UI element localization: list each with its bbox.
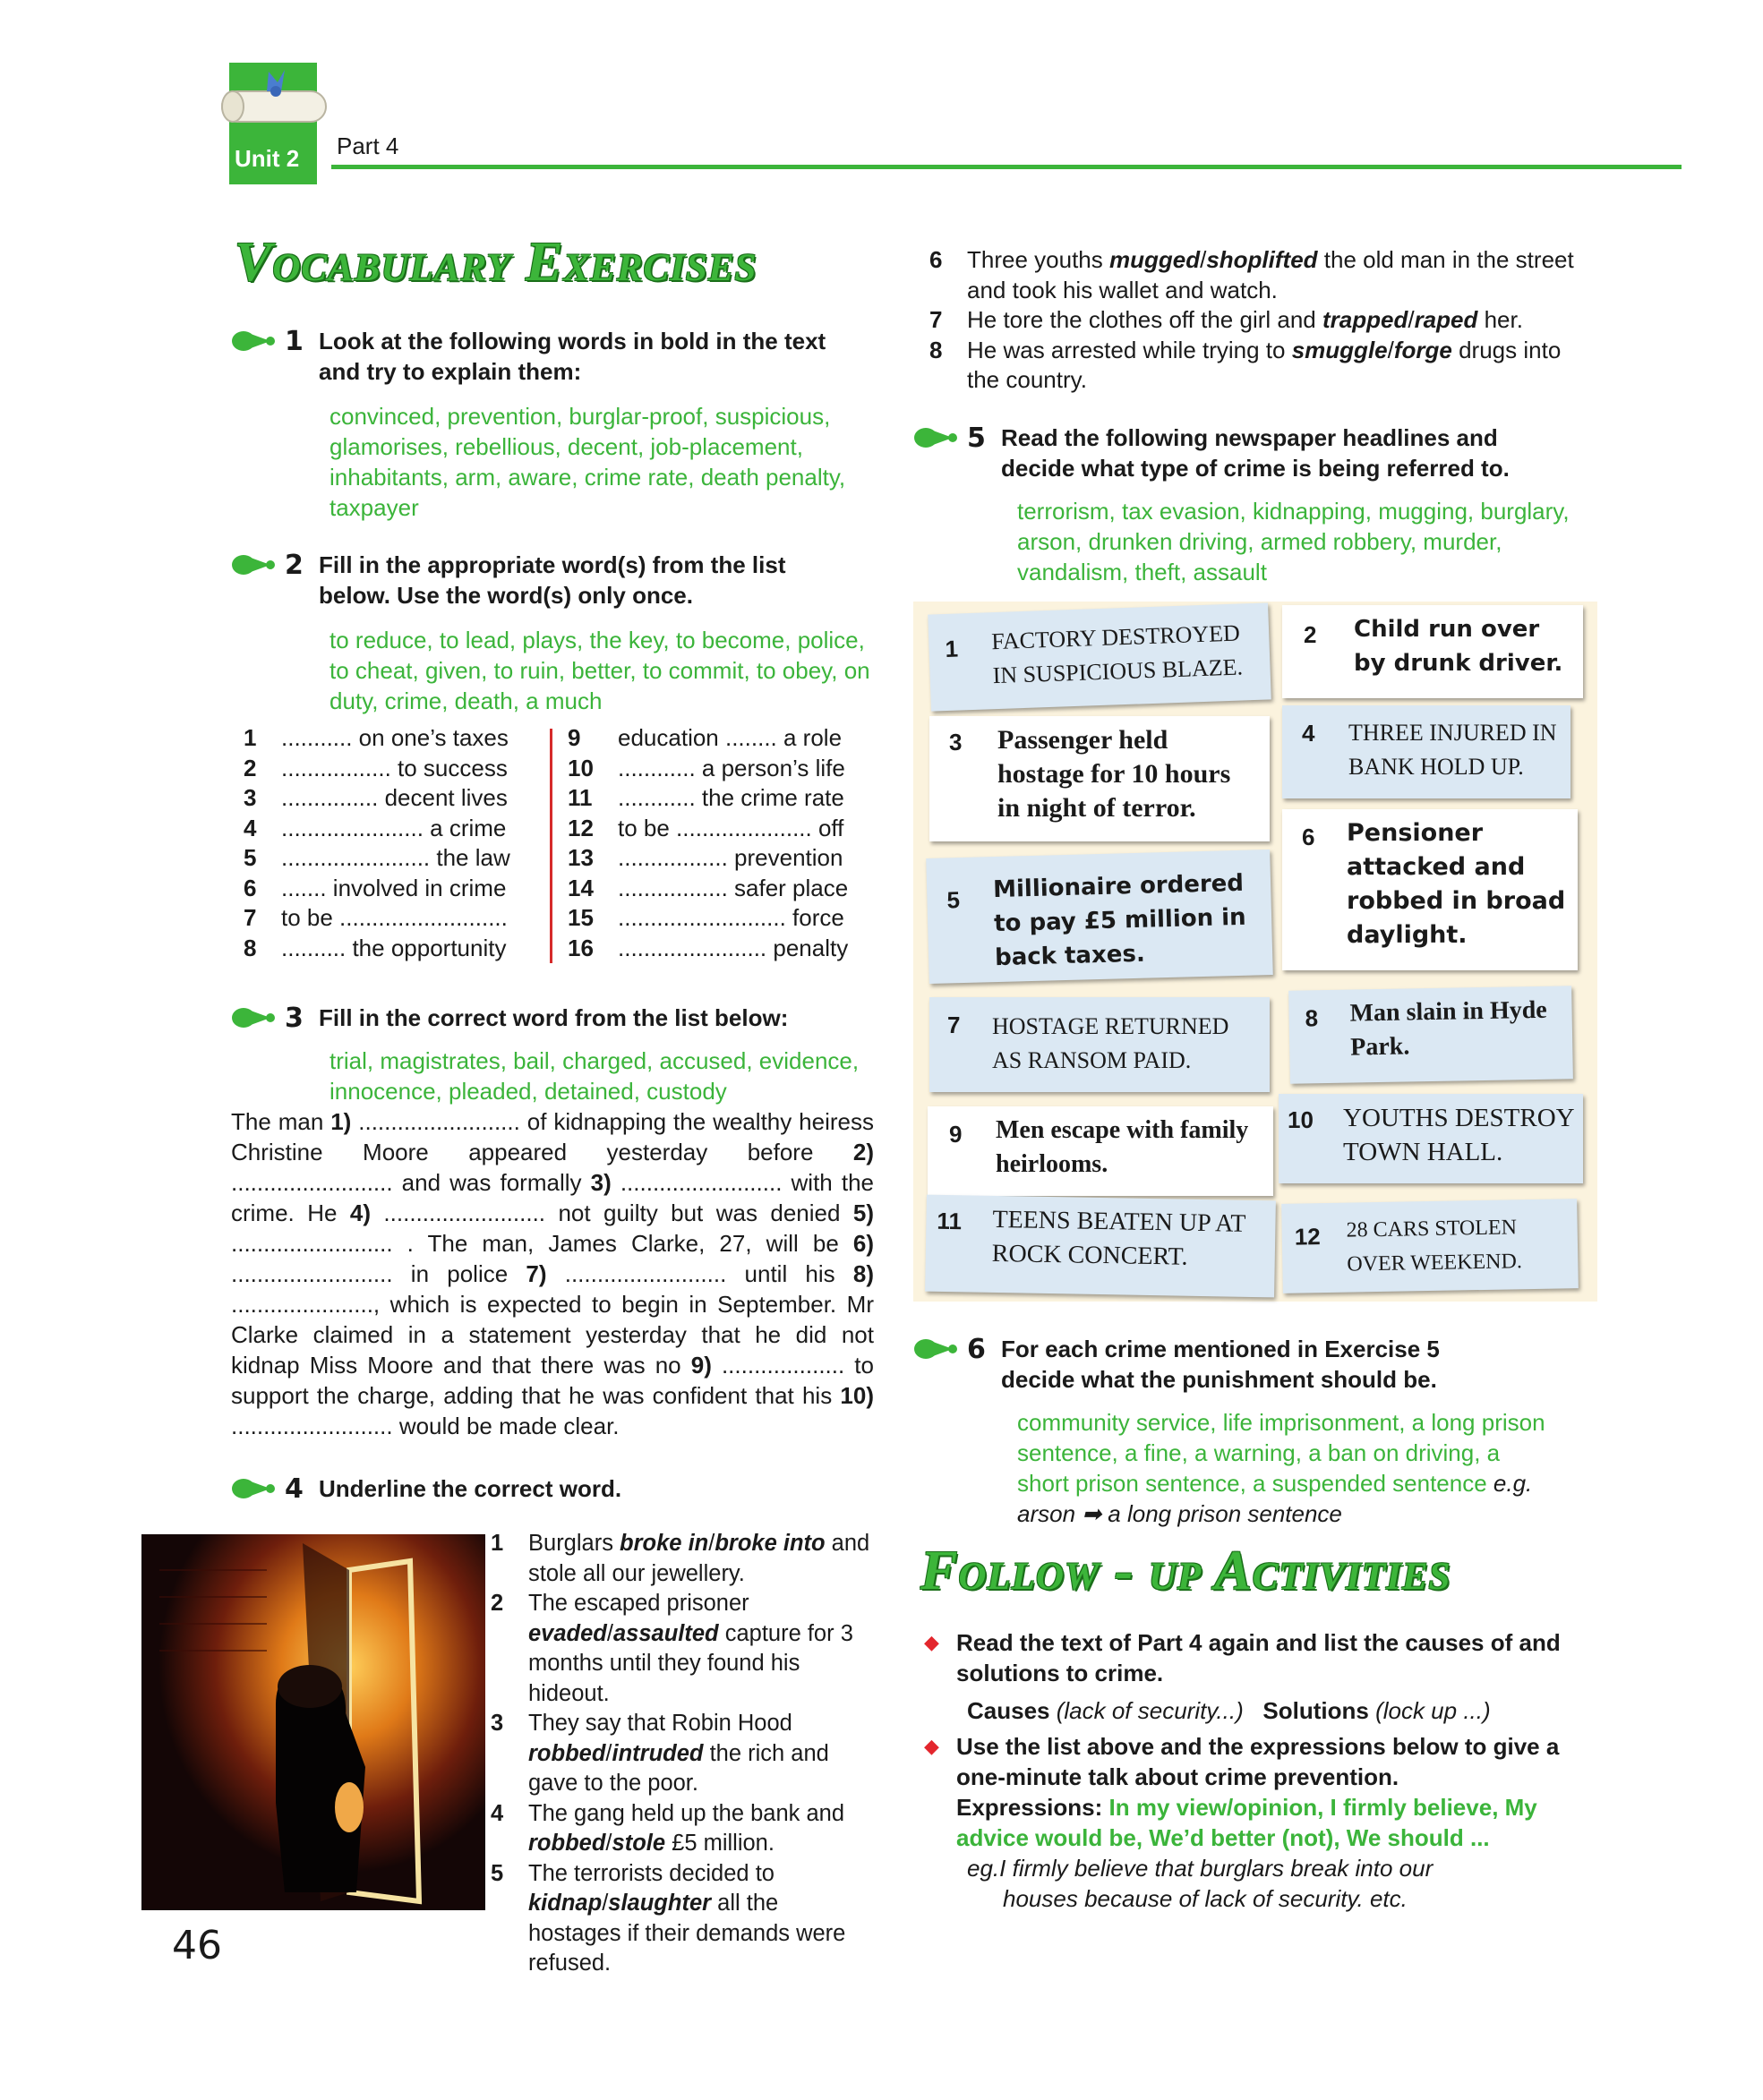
- arrow-icon: [231, 329, 276, 354]
- punishment-list: community service, life imprisonment, a long prison sentence, a fine, a warning, a ban on driving, a short prison sentence, a suspended sentence e.g. arson ➡ a long prison sentence: [1017, 1409, 1545, 1527]
- exercise-2-header: [231, 550, 876, 610]
- word-list: terrorism, tax evasion, kidnapping, mugging, burglary, arson, drunken driving, armed robbery, murder, vandalism, theft, assault: [1017, 498, 1570, 585]
- underline-list: [491, 1529, 876, 1979]
- exercise-3-header: [231, 1003, 876, 1034]
- list-item: 7 He tore the clothes off the girl and trapped/raped her.: [929, 306, 1523, 333]
- headline-10: 10 YOUTHS DESTROY TOWN HALL.: [1279, 1094, 1583, 1183]
- causes-solutions: Causes (lack of security...) Solutions (lock up ...): [967, 1697, 1491, 1724]
- list-item: 13 ................. prevention: [568, 844, 843, 871]
- exercise-instruction: For each crime mentioned in Exercise 5 decide what the punishment should be.: [1001, 1336, 1440, 1393]
- list-item: 8 He was arrested while trying to smuggle/forge drugs into the country.: [929, 336, 1562, 393]
- list-item: 3 They say that Robin Hood robbed/intruded the rich and gave to the poor.: [491, 1711, 829, 1796]
- list-item: 16 ....................... penalty: [568, 934, 849, 961]
- list-item: 10 ............ a person’s life: [568, 754, 845, 781]
- exercise-number: 5: [967, 423, 986, 454]
- column-divider: [550, 729, 552, 963]
- example-line-2: houses because of lack of security. etc.: [1003, 1885, 1408, 1912]
- headline-11: 11 TEENS BEATEN UP AT ROCK CONCERT.: [925, 1195, 1276, 1298]
- underline-list-continued: [929, 245, 1574, 396]
- headline-3: 3 Passenger held hostage for 10 hours in night of terror.: [929, 716, 1270, 841]
- burglar-photo: [141, 1534, 485, 1910]
- arrow-icon: [913, 425, 958, 450]
- list-item: 4 The gang held up the bank and robbed/stole £5 million.: [491, 1800, 845, 1856]
- list-item: 5 The terrorists decided to kidnap/slaughter all the hostages if their demands were refused.: [491, 1860, 846, 1976]
- page-number: 46: [172, 1923, 222, 1968]
- headline-6: 6 Pensioner attacked and robbed in broad daylight.: [1282, 809, 1578, 970]
- phrase-list-right: [568, 723, 881, 963]
- scroll-icon: [213, 64, 335, 145]
- list-item: 4 ...................... a crime: [244, 814, 507, 841]
- word-list: convinced, prevention, burglar-proof, suspicious, glamorises, rebellious, decent, job-placement, inhabitants, arm, aware, crime rate, death penalty, taxpayer: [329, 403, 846, 521]
- list-item: 2 The escaped prisoner evaded/assaulted capture for 3 months until they found his hideout.: [491, 1591, 853, 1706]
- headline-2: 2 Child run over by drunk driver.: [1282, 605, 1583, 698]
- followup-item-2: ◆ Use the list above and the expressions below to give a one-minute talk about crime prevention. Expressions: In my view/opinion, I firmly believe, My advice would be, We’d better (not), We should ...: [924, 1733, 1560, 1851]
- exercise-instruction: Fill in the correct word from the list below:: [319, 1004, 789, 1031]
- list-item: 6 ....... involved in crime: [244, 874, 507, 901]
- exercise-number: 3: [285, 1003, 304, 1034]
- exercise-instruction: Fill in the appropriate word(s) from the list below. Use the word(s) only once.: [319, 551, 786, 609]
- list-item: 1 ........... on one’s taxes: [244, 724, 509, 751]
- list-item: 3 ............... decent lives: [244, 784, 508, 811]
- exercise-instruction: Underline the correct word.: [319, 1475, 622, 1502]
- list-item: 8 .......... the opportunity: [244, 934, 507, 961]
- header-rule: [331, 165, 1682, 169]
- headline-8: 8 Man slain in Hyde Park.: [1288, 986, 1573, 1083]
- followup-item-1: ◆ Read the text of Part 4 again and list the causes of and solutions to crime.: [924, 1629, 1561, 1686]
- exercise-number: 6: [967, 1334, 986, 1365]
- headline-9: 9 Men escape with family heirlooms.: [928, 1106, 1273, 1196]
- exercise-instruction: Look at the following words in bold in the text and try to explain them:: [319, 328, 826, 385]
- list-item: 6 Three youths mugged/shoplifted the old man in the street and took his wallet and watch.: [929, 246, 1574, 303]
- exercise-number: 4: [285, 1473, 304, 1505]
- word-list: trial, magistrates, bail, charged, accused, evidence, innocence, pleaded, detained, custody: [329, 1047, 860, 1105]
- exercise-6-header: [913, 1334, 1594, 1395]
- exercise-1-header: [231, 326, 876, 387]
- list-item: 7 to be ..........................: [244, 904, 508, 931]
- section-title-vocabulary: Vocabulary Exercises: [235, 232, 757, 293]
- word-list: to reduce, to lead, plays, the key, to become, police, to cheat, given, to ruin, better, to commit, to obey, on duty, crime, death, a much: [329, 627, 870, 714]
- list-item: 9 education ........ a role: [568, 724, 843, 751]
- list-item: 2 ................. to success: [244, 754, 508, 781]
- list-item: 12 to be ..................... off: [568, 814, 844, 841]
- list-item: 11 ............ the crime rate: [568, 784, 844, 811]
- arrow-icon: [913, 1336, 958, 1362]
- exercise-number: 2: [285, 550, 304, 581]
- phrase-list-left: [244, 723, 521, 963]
- exercise-5-header: [913, 423, 1594, 483]
- exercise-instruction: Read the following newspaper headlines and decide what type of crime is being referred to.: [1001, 424, 1510, 482]
- arrow-icon: [231, 1005, 276, 1030]
- exercise-4-header: [231, 1473, 876, 1505]
- gap-fill-paragraph: The man 1) ......................... of kidnapping the wealthy heiress Christine Moore appeared yesterday before 2) ......................... and was formally 3) ......................... with the crime. He 4) ......................... not guilty but was denied 5) ......................... . The man, James Clarke, 27, will be 6) ......................... in police 7) ......................... until his 8) ......................, which is expected to begin in September. Mr Clarke claimed in a statement yesterday that he did not kidnap Miss Moore and that there was no 9) ................... to support the charge, adding that he was confident that his 10) ......................... would be made clear.: [231, 1108, 874, 1439]
- unit-label: Unit 2: [235, 145, 300, 172]
- headline-1: 1 FACTORY DESTROYED IN SUSPICIOUS BLAZE.: [928, 602, 1271, 711]
- arrow-icon: [231, 1476, 276, 1501]
- example-line-1: eg.I firmly believe that burglars break into our: [967, 1855, 1434, 1882]
- headline-5: 5 Millionaire ordered to pay £5 million in back taxes.: [926, 849, 1273, 984]
- list-item: 15 .......................... force: [568, 904, 844, 931]
- section-title-followup: Follow - up Activities: [920, 1541, 1451, 1601]
- exercise-number: 1: [285, 326, 304, 357]
- part-label: Part 4: [337, 132, 399, 159]
- bullet-icon: ◆: [924, 1631, 939, 1653]
- headline-12: 12 28 CARS STOLEN OVER WEEKEND.: [1281, 1199, 1579, 1293]
- list-item: 1 Burglars broke in/broke into and stole all our jewellery.: [491, 1531, 870, 1586]
- arrow-icon: [231, 552, 276, 577]
- list-item: 14 ................. safer place: [568, 874, 849, 901]
- list-item: 5 ....................... the law: [244, 844, 510, 871]
- bullet-icon: ◆: [924, 1735, 939, 1757]
- headline-7: 7 HOSTAGE RETURNED AS RANSOM PAID.: [929, 997, 1270, 1092]
- headline-4: 4 THREE INJURED IN BANK HOLD UP.: [1282, 705, 1570, 798]
